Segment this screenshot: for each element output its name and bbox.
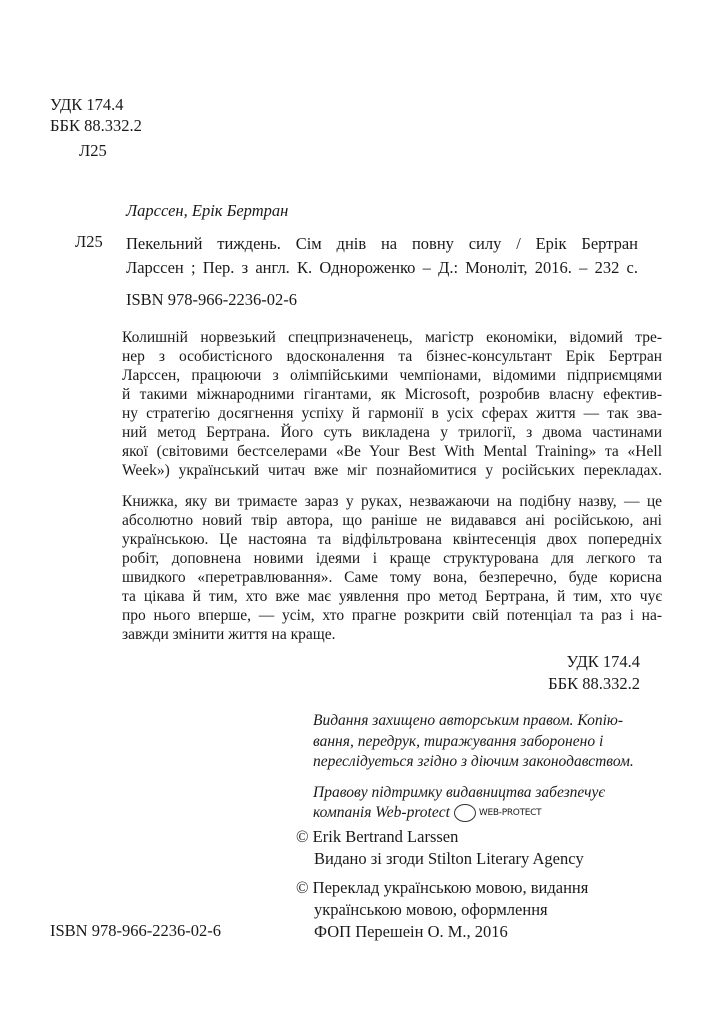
copyright-line: © Переклад українською мовою, видання: [296, 878, 589, 897]
text-line: українською. Це настояна та відфільтрована квінтесенція двох попередніх: [122, 531, 662, 548]
text-line: Ларссен, працюючи з олімпійськими чемпіонами, відомими підприємцями: [122, 367, 662, 384]
web-protect-logo-icon: [454, 804, 476, 822]
text-line: якої (світовими бестселерами «Be Your Best With Mental Training» та «Hell: [122, 443, 662, 460]
catalog-mark: Л25: [75, 232, 103, 251]
web-protect-logo: [454, 803, 541, 824]
catalog-isbn: ISBN 978-966-2236-02-6: [126, 290, 297, 309]
copyright-line: © Erik Bertrand Larssen: [296, 827, 459, 846]
annotation-paragraph-1: [122, 328, 662, 480]
text-line: й такими міжнародними гігантами, як Microsoft, розробив власну ефектив-: [122, 386, 662, 403]
title-line: Ларссен ; Пер. з англ. К. Однороженко – Д.: Моноліт, 2016. – 232 с.: [126, 258, 638, 277]
notice-line: вання, передрук, тиражування заборонено і: [313, 732, 604, 750]
rights-notice: [313, 711, 634, 824]
bbk-code: ББК 88.332.2: [50, 116, 142, 135]
udk-code: УДК 174.4: [566, 652, 640, 671]
text-line: швидкого «перетравлювання». Саме тому вона, безперечно, буде корисна: [122, 569, 662, 586]
text-line: нер з особистісного вдосконалення та бізнес-консультант Ерік Бертран: [122, 348, 662, 365]
notice-line: Видання захищено авторським правом. Копію-: [313, 712, 624, 729]
bbk-code: ББК 88.332.2: [548, 674, 640, 693]
text-line: та цікава й тим, хто вже має уявлення про метод Бертрана, й тим, хто чує: [122, 588, 662, 605]
support-line: [313, 803, 634, 824]
copyright-block: [296, 826, 588, 943]
udk-code: УДК 174.4: [50, 95, 124, 114]
annotation-paragraph-2: [122, 492, 662, 644]
text-line: абсолютно новий твір автора, що раніше не видавався ані російською, ані: [122, 512, 662, 529]
catalog-author: Ларссен, Ерік Бертран: [126, 201, 289, 220]
logo-text: WEB-PROTECT: [478, 808, 542, 819]
text-line: Колишній норвезький спецпризначенець, магістр економіки, відомий тре-: [122, 329, 662, 346]
bottom-classification: [548, 651, 640, 695]
title-line: Пекельний тиждень. Сім днів на повну силу / Ерік Бертран: [126, 234, 638, 253]
text-line: завжди змінити життя на краще.: [122, 626, 336, 643]
text-line: Книжка, яку ви тримаєте зараз у руках, незважаючи на подібну назву, — це: [122, 493, 662, 510]
copyright-line: ФОП Перешеін О. М., 2016: [314, 922, 508, 941]
annotation: [122, 328, 662, 644]
catalog-title: [126, 232, 638, 280]
copyright-line: українською мовою, оформлення: [314, 900, 548, 919]
support-text: компанія Web-protect: [313, 804, 450, 821]
author-mark: Л25: [79, 141, 107, 160]
top-classification: [50, 94, 142, 161]
notice-line: переслідуеться згідно з діючим законодавством.: [313, 753, 634, 770]
copyright-line: Видано зі згоди Stilton Literary Agency: [314, 849, 584, 868]
text-line: ну стратегію досягнення успіху й гармонії в усіх сферах життя — так зва-: [122, 405, 662, 422]
text-line: про нього вперше, — усім, хто прагне розкрити свій потенціал та раз і на-: [122, 607, 662, 624]
text-line: Week») український читач вже міг познайомитися у російських перекладах.: [122, 462, 662, 479]
support-line: Правову підтримку видавництва забезпечує: [313, 783, 606, 801]
text-line: робіт, доповнена новими ідеями і краще структурована для легкого та: [122, 550, 662, 567]
footer-isbn: ISBN 978-966-2236-02-6: [50, 921, 221, 940]
text-line: ний метод Бертрана. Його суть викладена у трилогії, з двома частинами: [122, 424, 662, 441]
